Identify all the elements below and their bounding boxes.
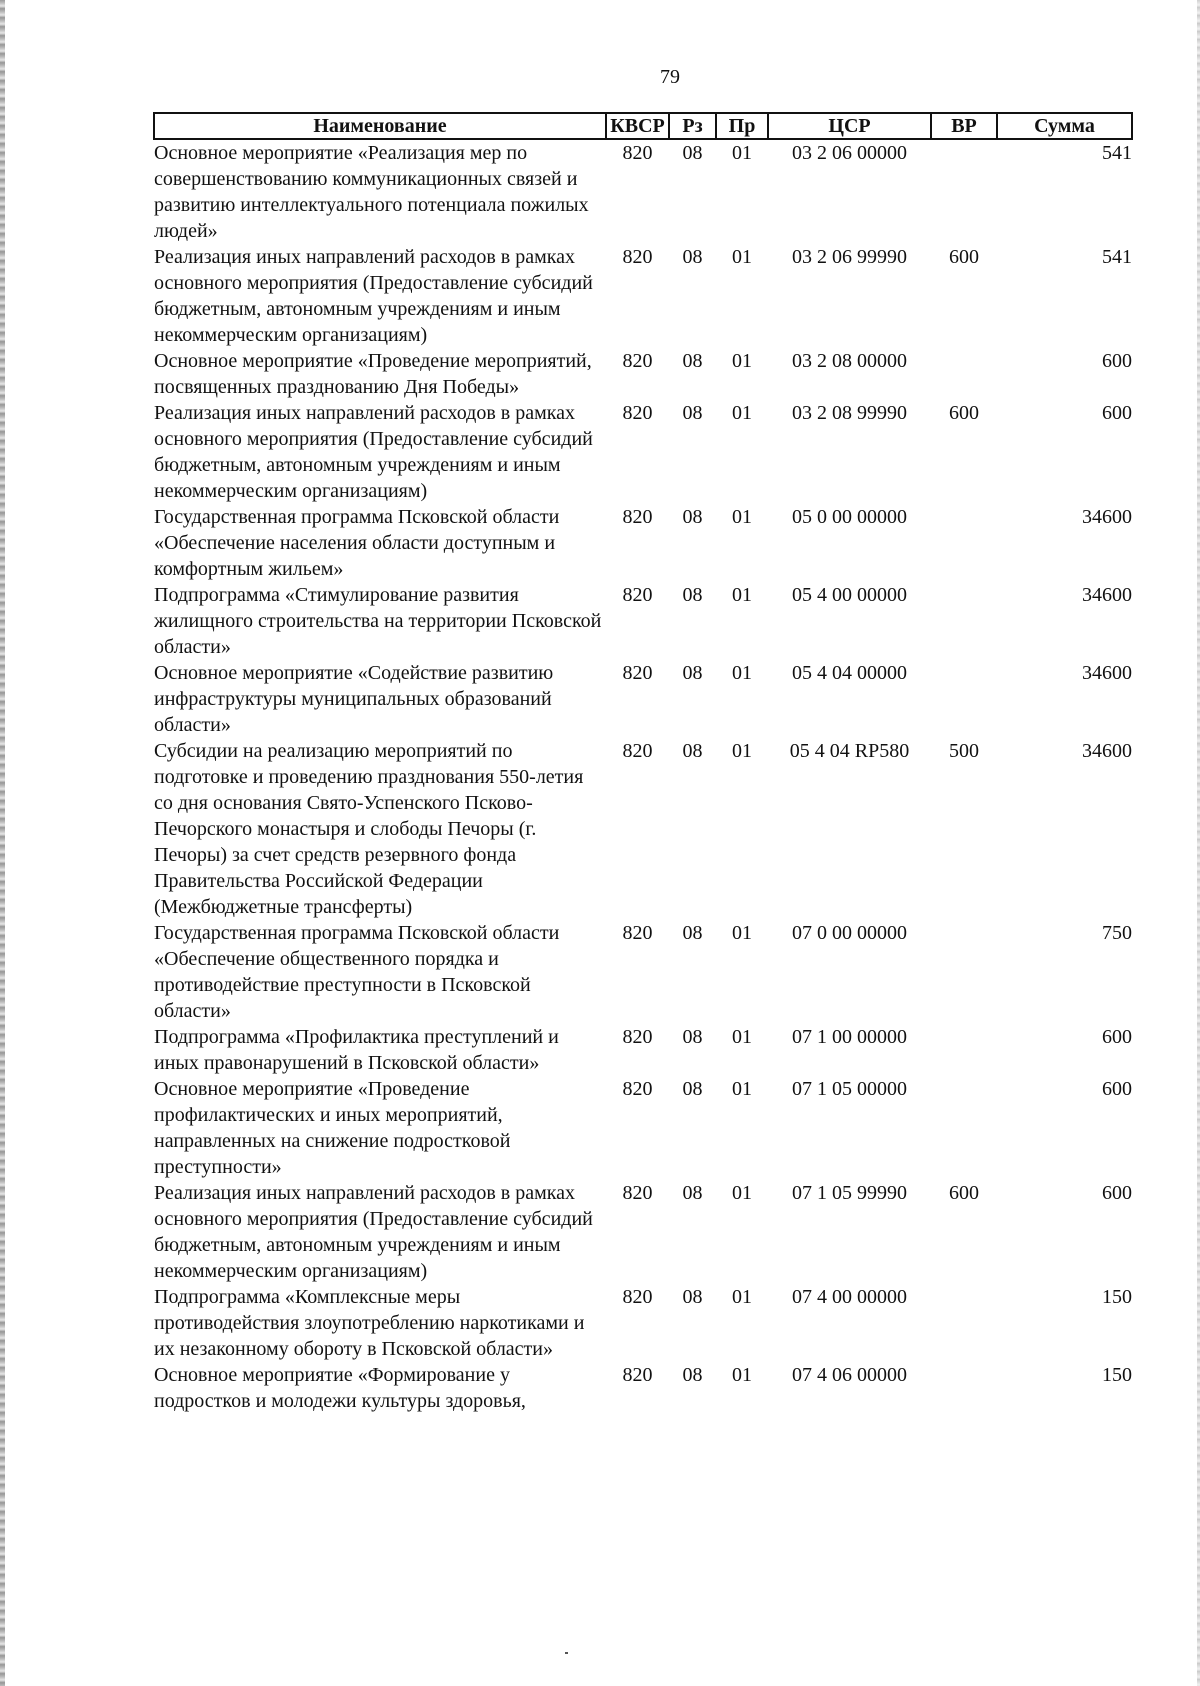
row-pr: 01 xyxy=(732,740,752,762)
row-csr: 07 4 06 00000 xyxy=(792,1364,907,1386)
row-rz: 08 xyxy=(682,922,703,944)
table-header-row xyxy=(154,113,1132,139)
row-rz: 08 xyxy=(682,1364,703,1386)
table-row xyxy=(154,400,1132,504)
row-csr: 07 4 00 00000 xyxy=(792,1286,907,1308)
table-row xyxy=(154,1076,1132,1180)
row-pr: 01 xyxy=(732,1182,752,1204)
row-kvsr: 820 xyxy=(622,402,653,424)
row-csr: 05 0 00 00000 xyxy=(792,506,907,528)
row-kvsr: 820 xyxy=(622,740,653,762)
row-vr xyxy=(931,348,997,400)
row-name: Основное мероприятие «Проведение профилактических и иных мероприятий, направленных на снижение подростковой преступности» xyxy=(154,1078,511,1178)
row-kvsr: 820 xyxy=(622,246,653,268)
row-csr: 05 4 00 00000 xyxy=(792,584,907,606)
row-kvsr: 820 xyxy=(622,1286,653,1308)
header-csr: ЦСР xyxy=(768,113,931,139)
row-vr: 600 xyxy=(949,402,979,424)
table-row xyxy=(154,1284,1132,1362)
row-name: Субсидии на реализацию мероприятий по подготовке и проведению празднования 550-летия со дня основания Свято-Успенского Псково-Печорского монастыря и слободы Печоры (г. Печоры) за счет средств резервного фонда Правительства Российской Федерации (Межбюджетные трансферты) xyxy=(154,740,584,918)
row-rz: 08 xyxy=(682,662,703,684)
row-pr: 01 xyxy=(732,1286,752,1308)
row-vr xyxy=(931,1076,997,1180)
row-sum: 34600 xyxy=(1082,506,1132,528)
table-row xyxy=(154,920,1132,1024)
row-vr xyxy=(931,582,997,660)
header-sum: Сумма xyxy=(997,113,1132,139)
row-csr: 07 1 05 00000 xyxy=(792,1078,907,1100)
row-csr: 03 2 06 00000 xyxy=(792,142,907,164)
row-sum: 34600 xyxy=(1082,740,1132,762)
row-vr xyxy=(931,660,997,738)
row-name: Основное мероприятие «Проведение мероприятий, посвященных празднованию Дня Победы» xyxy=(154,350,592,398)
row-sum: 34600 xyxy=(1082,584,1132,606)
row-rz: 08 xyxy=(682,506,703,528)
table-row xyxy=(154,139,1132,244)
row-kvsr: 820 xyxy=(622,506,653,528)
header-pr: Пр xyxy=(716,113,768,139)
row-pr: 01 xyxy=(732,1078,752,1100)
row-sum: 600 xyxy=(1102,402,1132,424)
row-kvsr: 820 xyxy=(622,1182,653,1204)
row-vr xyxy=(931,1284,997,1362)
row-csr: 03 2 06 99990 xyxy=(792,246,907,268)
table-row xyxy=(154,738,1132,920)
row-sum: 750 xyxy=(1102,922,1132,944)
row-kvsr: 820 xyxy=(622,584,653,606)
row-csr: 03 2 08 99990 xyxy=(792,402,907,424)
row-vr xyxy=(931,1024,997,1076)
row-name: Основное мероприятие «Содействие развитию инфраструктуры муниципальных образований области» xyxy=(154,662,554,736)
row-pr: 01 xyxy=(732,1026,752,1048)
row-name: Реализация иных направлений расходов в рамках основного мероприятия (Предоставление субсидий бюджетным, автономным учреждениям и иным некоммерческим организациям) xyxy=(154,1182,593,1282)
row-kvsr: 820 xyxy=(622,350,653,372)
row-sum: 150 xyxy=(1102,1286,1132,1308)
row-vr: 600 xyxy=(949,246,979,268)
row-vr xyxy=(931,504,997,582)
row-csr: 07 0 00 00000 xyxy=(792,922,907,944)
table-row xyxy=(154,1362,1132,1414)
budget-table xyxy=(153,112,1133,1414)
row-name: Реализация иных направлений расходов в рамках основного мероприятия (Предоставление субсидий бюджетным, автономным учреждениям и иным некоммерческим организациям) xyxy=(154,402,593,502)
row-csr: 07 1 05 99990 xyxy=(792,1182,907,1204)
row-vr: 600 xyxy=(949,1182,979,1204)
header-vr: ВР xyxy=(931,113,997,139)
row-pr: 01 xyxy=(732,922,752,944)
row-vr xyxy=(931,920,997,1024)
row-rz: 08 xyxy=(682,584,703,606)
row-name: Реализация иных направлений расходов в рамках основного мероприятия (Предоставление субсидий бюджетным, автономным учреждениям и иным некоммерческим организациям) xyxy=(154,246,593,346)
row-kvsr: 820 xyxy=(622,1026,653,1048)
row-pr: 01 xyxy=(732,142,752,164)
row-pr: 01 xyxy=(732,246,752,268)
row-name: Основное мероприятие «Формирование у подростков и молодежи культуры здоровья, xyxy=(154,1364,526,1412)
row-name: Государственная программа Псковской области «Обеспечение населения области доступным и комфортным жильем» xyxy=(154,506,560,580)
row-pr: 01 xyxy=(732,1364,752,1386)
row-rz: 08 xyxy=(682,1286,703,1308)
row-pr: 01 xyxy=(732,506,752,528)
row-name: Подпрограмма «Стимулирование развития жилищного строительства на территории Псковской области» xyxy=(154,584,602,658)
table-row xyxy=(154,1180,1132,1284)
row-kvsr: 820 xyxy=(622,142,653,164)
row-rz: 08 xyxy=(682,142,703,164)
header-name: Наименование xyxy=(154,113,606,139)
row-rz: 08 xyxy=(682,740,703,762)
row-pr: 01 xyxy=(732,350,752,372)
header-kvsr: КВСР xyxy=(606,113,669,139)
row-sum: 600 xyxy=(1102,1026,1132,1048)
row-pr: 01 xyxy=(732,402,752,424)
header-rz: Рз xyxy=(669,113,716,139)
table-row xyxy=(154,582,1132,660)
table-row xyxy=(154,1024,1132,1076)
row-kvsr: 820 xyxy=(622,1078,653,1100)
row-sum: 600 xyxy=(1102,1182,1132,1204)
row-csr: 07 1 00 00000 xyxy=(792,1026,907,1048)
row-rz: 08 xyxy=(682,1026,703,1048)
table-row xyxy=(154,348,1132,400)
scan-speck xyxy=(565,1652,568,1654)
row-sum: 600 xyxy=(1102,1078,1132,1100)
row-sum: 541 xyxy=(1102,246,1132,268)
row-vr: 500 xyxy=(949,740,979,762)
row-sum: 600 xyxy=(1102,350,1132,372)
row-csr: 05 4 04 RP580 xyxy=(789,740,910,762)
row-sum: 541 xyxy=(1102,142,1132,164)
row-name: Основное мероприятие «Реализация мер по совершенствованию коммуникационных связей и развитию интеллектуального потенциала пожилых людей» xyxy=(154,142,589,242)
row-name: Подпрограмма «Комплексные меры противодействия злоупотреблению наркотиками и их незаконному обороту в Псковской области» xyxy=(154,1286,585,1360)
row-pr: 01 xyxy=(732,662,752,684)
table-row xyxy=(154,504,1132,582)
row-name: Государственная программа Псковской области «Обеспечение общественного порядка и противодействие преступности в Псковской области» xyxy=(154,922,560,1022)
row-kvsr: 820 xyxy=(622,1364,653,1386)
row-name: Подпрограмма «Профилактика преступлений и иных правонарушений в Псковской области» xyxy=(154,1026,559,1074)
row-vr xyxy=(931,1362,997,1414)
row-csr: 03 2 08 00000 xyxy=(792,350,907,372)
row-csr: 05 4 04 00000 xyxy=(792,662,907,684)
row-kvsr: 820 xyxy=(622,922,653,944)
row-vr xyxy=(931,139,997,244)
row-sum: 34600 xyxy=(1082,662,1132,684)
table-row xyxy=(154,660,1132,738)
row-kvsr: 820 xyxy=(622,662,653,684)
row-rz: 08 xyxy=(682,246,703,268)
row-rz: 08 xyxy=(682,350,703,372)
row-sum: 150 xyxy=(1102,1364,1132,1386)
row-rz: 08 xyxy=(682,402,703,424)
row-pr: 01 xyxy=(732,584,752,606)
scan-edge-left xyxy=(0,0,5,1686)
row-rz: 08 xyxy=(682,1182,703,1204)
page-number: 79 xyxy=(660,66,680,88)
row-rz: 08 xyxy=(682,1078,703,1100)
table-row xyxy=(154,244,1132,348)
